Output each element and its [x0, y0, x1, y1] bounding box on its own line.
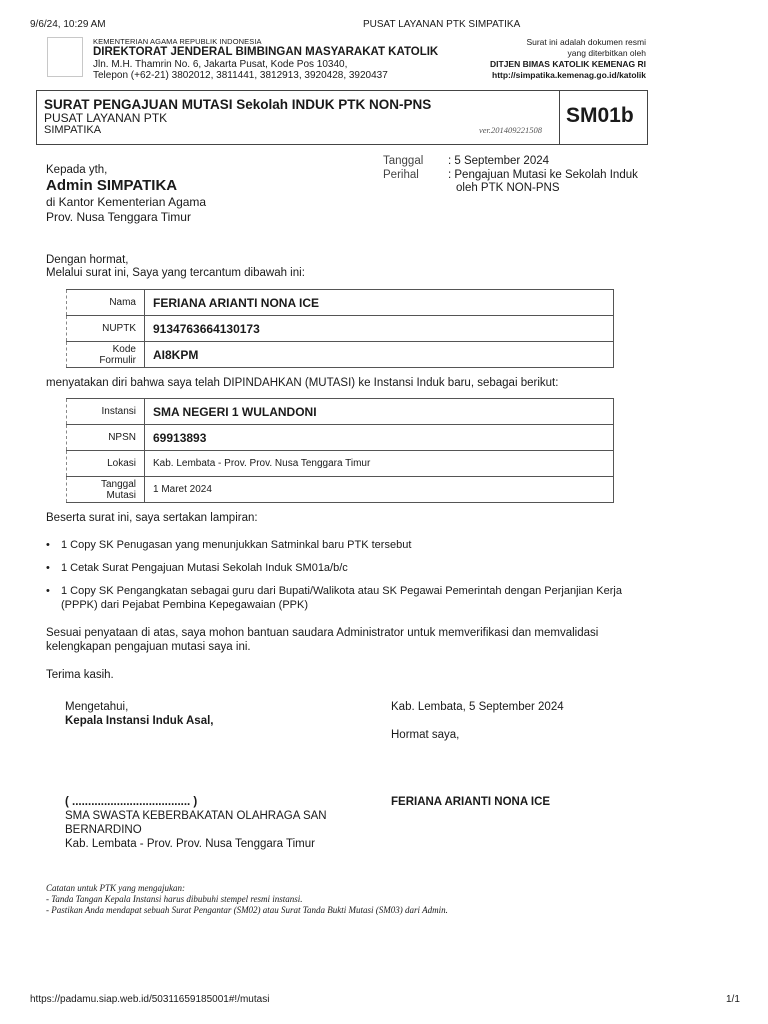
- table-row: [67, 290, 614, 316]
- ministry-name: KEMENTERIAN AGAMA REPUBLIK INDONESIA: [93, 37, 262, 46]
- institution-label: Lokasi: [67, 451, 145, 477]
- notice-url: http://simpatika.kemenag.go.id/katolik: [492, 70, 646, 80]
- print-page-title: PUSAT LAYANAN PTK SIMPATIKA: [363, 19, 521, 30]
- school-line: SMA SWASTA KEBERBAKATAN OLAHRAGA SAN: [65, 810, 327, 822]
- recipient-salutation: Kepada yth,: [46, 164, 108, 176]
- attachments-list: [46, 538, 656, 621]
- identity-value: AI8KPM: [145, 342, 614, 368]
- title-divider: [559, 90, 560, 145]
- institution-value: SMA NEGERI 1 WULANDONI: [145, 399, 614, 425]
- attachments-intro: Beserta surat ini, saya sertakan lampiran:: [46, 512, 258, 524]
- request-line: kelengkapan pengajuan mutasi saya ini.: [46, 641, 251, 653]
- request-text: [46, 626, 598, 654]
- statement-text: menyatakan diri bahwa saya telah DIPINDAHKAN (MUTASI) ke Instansi Induk baru, sebagai berikut:: [46, 377, 559, 389]
- list-item: • 1 Cetak Surat Pengajuan Mutasi Sekolah Induk SM01a/b/c: [46, 561, 656, 575]
- footnote-line: - Pastikan Anda mendapat sebuah Surat Pengantar (SM02) atau Surat Tanda Bukti Mutasi (SM03) dari Admin.: [46, 905, 448, 915]
- institution-label: NPSN: [67, 425, 145, 451]
- right-place-date: Kab. Lembata, 5 September 2024: [391, 701, 564, 713]
- institution-table: [66, 398, 614, 503]
- footnote: [46, 883, 448, 916]
- thanks-text: Terima kasih.: [46, 669, 114, 681]
- school-location: Kab. Lembata - Prov. Prov. Nusa Tenggara Timur: [65, 838, 315, 850]
- right-signer-name: FERIANA ARIANTI NONA ICE: [391, 796, 551, 808]
- right-closing: Hormat saya,: [391, 729, 460, 741]
- footnote-line: - Tanda Tangan Kepala Instansi harus dibubuhi stempel resmi instansi.: [46, 894, 303, 904]
- form-code: SM01b: [566, 104, 634, 127]
- table-row: [67, 316, 614, 342]
- left-signature-school: [65, 809, 327, 851]
- identity-value: FERIANA ARIANTI NONA ICE: [145, 290, 614, 316]
- table-row: [67, 477, 614, 503]
- address-line: Jln. M.H. Thamrin No. 6, Jakarta Pusat, Kode Pos 10340,: [93, 59, 348, 70]
- date-label: Tanggal: [383, 155, 424, 167]
- document-subtitle: PUSAT LAYANAN PTK: [44, 111, 168, 125]
- school-line: BERNARDINO: [65, 824, 142, 836]
- greeting: Dengan hormat,: [46, 254, 129, 266]
- institution-label: Tanggal Mutasi: [67, 477, 145, 503]
- subject-value: [448, 169, 638, 195]
- document-subtitle-2: SIMPATIKA: [44, 124, 102, 136]
- intro-text: Melalui surat ini, Saya yang tercantum dibawah ini:: [46, 267, 305, 279]
- document-version: ver.201409221508: [479, 125, 543, 135]
- recipient-office: di Kantor Kementerian Agama: [46, 195, 207, 209]
- left-signature-placeholder: ( ..................................... ): [65, 796, 198, 808]
- identity-label: Nama: [67, 290, 145, 316]
- list-item: • 1 Copy SK Penugasan yang menunjukkan Satminkal baru PTK tersebut: [46, 538, 656, 552]
- ministry-logo-placeholder: [47, 37, 83, 77]
- print-datetime: 9/6/24, 10:29 AM: [30, 19, 106, 30]
- recipient-name: Admin SIMPATIKA: [46, 177, 178, 194]
- list-item: • 1 Copy SK Pengangkatan sebagai guru dari Bupati/Walikota atau SK Pegawai Pemerintah dengan Perjanjian Kerja (PPPK) dari Pejabat Pembina Kepegawaian (PPK): [46, 584, 656, 612]
- identity-table: [66, 289, 614, 368]
- letterhead-address: [93, 59, 388, 81]
- request-line: Sesuai penyataan di atas, saya mohon bantuan saudara Administrator untuk memverifikasi dan memvalidasi: [46, 627, 599, 639]
- institution-value: 69913893: [145, 425, 614, 451]
- table-row: [67, 451, 614, 477]
- institution-label: Instansi: [67, 399, 145, 425]
- document-title: SURAT PENGAJUAN MUTASI Sekolah INDUK PTK NON-PNS: [44, 97, 432, 112]
- table-row: [67, 425, 614, 451]
- footnote-heading: Catatan untuk PTK yang mengajukan:: [46, 883, 185, 893]
- date-value: : 5 September 2024: [448, 155, 550, 167]
- identity-label: NUPTK: [67, 316, 145, 342]
- notice-line: yang diterbitkan oleh: [567, 48, 646, 58]
- notice-issuer: DITJEN BIMAS KATOLIK KEMENAG RI: [490, 59, 646, 69]
- phone-line: Telepon (+62-21) 3802012, 3811441, 3812913, 3920428, 3920437: [93, 70, 388, 81]
- recipient-province: Prov. Nusa Tenggara Timur: [46, 210, 191, 224]
- identity-value: 9134763664130173: [145, 316, 614, 342]
- print-url: https://padamu.siap.web.id/50311659185001#!/mutasi: [30, 994, 270, 1005]
- institution-value: Kab. Lembata - Prov. Prov. Nusa Tenggara Timur: [145, 451, 614, 477]
- identity-label: Kode Formulir: [67, 342, 145, 368]
- left-signature-heading: Mengetahui,: [65, 701, 129, 713]
- print-page-number: 1/1: [726, 994, 740, 1005]
- notice-line: Surat ini adalah dokumen resmi: [526, 37, 646, 47]
- table-row: [67, 399, 614, 425]
- subject-line: oleh PTK NON-PNS: [456, 182, 560, 194]
- table-row: [67, 342, 614, 368]
- subject-label: Perihal: [383, 169, 419, 181]
- left-signature-title: Kepala Instansi Induk Asal,: [65, 715, 214, 727]
- institution-value: 1 Maret 2024: [145, 477, 614, 503]
- official-notice: [490, 37, 646, 81]
- subject-line: : Pengajuan Mutasi ke Sekolah Induk: [448, 169, 638, 181]
- directorate-name: DIREKTORAT JENDERAL BIMBINGAN MASYARAKAT KATOLIK: [93, 46, 439, 58]
